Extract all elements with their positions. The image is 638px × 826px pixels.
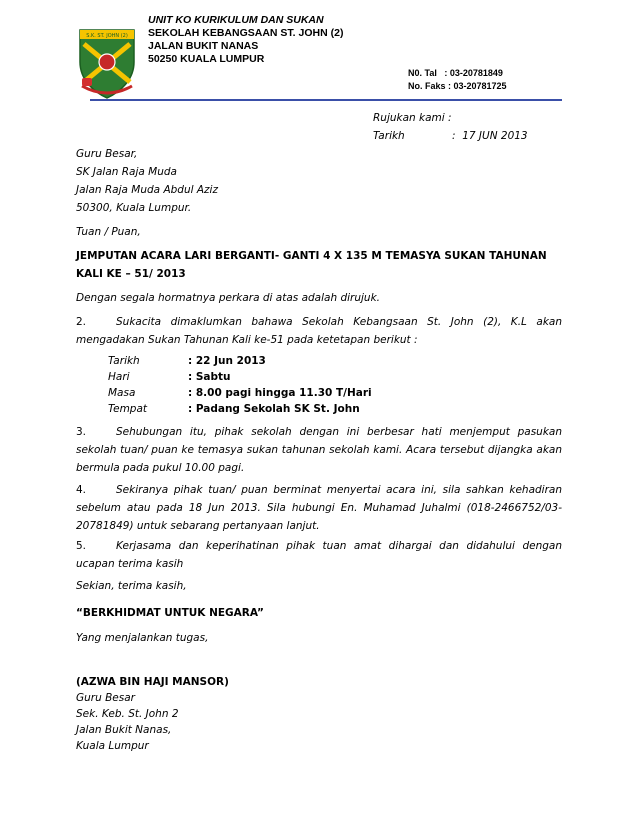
schedule-value: : Padang Sekolah SK St. John — [188, 403, 360, 415]
school-city: 50250 KUALA LUMPUR — [148, 53, 265, 65]
school-street: JALAN BUKIT NANAS — [148, 40, 259, 52]
crest-red-ribbon — [82, 78, 92, 86]
paragraph-text: Sukacita dimaklumkan bahawa Sekolah Kebangsaan St. John (2), K.L akan mengadakan Sukan Tahunan Kali ke-51 pada ketetapan berikut : — [76, 316, 562, 346]
paragraph-number: 4. — [76, 484, 87, 496]
signoff-line: Yang menjalankan tugas, — [76, 632, 209, 644]
header-divider — [90, 99, 562, 101]
recipient-line: Jalan Raja Muda Abdul Aziz — [76, 184, 218, 196]
date-label: Tarikh — [373, 130, 405, 142]
school-crest-logo — [76, 22, 138, 100]
letter-date: : 17 JUN 2013 — [452, 130, 528, 142]
signatory-address-line: Sek. Keb. St. John 2 — [76, 708, 179, 720]
signatory-title: Guru Besar — [76, 692, 135, 704]
subject-line: JEMPUTAN ACARA LARI BERGANTI- GANTI 4 X 135 M TEMASYA SUKAN TAHUNAN — [76, 250, 547, 262]
subject-line: KALI KE – 51/ 2013 — [76, 268, 186, 280]
schedule-value: : 8.00 pagi hingga 11.30 T/Hari — [188, 387, 372, 399]
schedule-label: Tarikh — [108, 355, 140, 367]
paragraph-number: 2. — [76, 316, 87, 328]
schedule-label: Tempat — [108, 403, 148, 415]
schedule-value: : 22 Jun 2013 — [188, 355, 266, 367]
schedule-value: : Sabtu — [188, 371, 231, 383]
schedule-row — [108, 385, 508, 401]
school-name: SEKOLAH KEBANGSAAN ST. JOHN (2) — [148, 27, 344, 39]
paragraph-text: Sehubungan itu, pihak sekolah dengan ini berbesar hati menjemput pasukan sekolah tuan/ puan ke temasya sukan tahunan sekolah kami. Acara tersebut dijangka akan bermula pada pukul 10.00 pagi. — [76, 426, 562, 474]
recipient-line: SK Jalan Raja Muda — [76, 166, 177, 178]
opening-line: Dengan segala hormatnya perkara di atas adalah dirujuk. — [76, 292, 381, 304]
telephone-number: N0. Tal : 03-20781849 — [408, 68, 503, 78]
paragraph-5 — [76, 537, 562, 573]
schedule-label: Hari — [108, 371, 130, 383]
closing-line: Sekian, terima kasih, — [76, 580, 187, 592]
paragraph-number: 5. — [76, 540, 87, 552]
paragraph-3 — [76, 423, 562, 477]
schedule-label: Masa — [108, 387, 136, 399]
unit-title: UNIT KO KURIKULUM DAN SUKAN — [148, 14, 324, 26]
paragraph-2 — [76, 313, 562, 349]
svg-text:S.K. ST. JOHN (2): S.K. ST. JOHN (2) — [86, 33, 128, 39]
paragraph-4 — [76, 481, 562, 535]
signatory-address-line: Kuala Lumpur — [76, 740, 149, 752]
schedule-row — [108, 369, 508, 385]
signatory-name: (AZWA BIN HAJI MANSOR) — [76, 676, 229, 688]
schedule-row — [108, 401, 508, 417]
recipient-line: Guru Besar, — [76, 148, 138, 160]
fax-number: No. Faks : 03-20781725 — [408, 81, 507, 91]
paragraph-text: Kerjasama dan keperihatinan pihak tuan amat dihargai dan didahului dengan ucapan terima kasih — [76, 540, 562, 570]
signatory-address-line: Jalan Bukit Nanas, — [76, 724, 172, 736]
motto: “BERKHIDMAT UNTUK NEGARA” — [76, 607, 264, 619]
salutation: Tuan / Puan, — [76, 226, 141, 238]
schedule-row — [108, 353, 508, 369]
reference-label: Rujukan kami : — [373, 112, 452, 124]
paragraph-number: 3. — [76, 426, 87, 438]
recipient-line: 50300, Kuala Lumpur. — [76, 202, 192, 214]
paragraph-text: Sekiranya pihak tuan/ puan berminat menyertai acara ini, sila sahkan kehadiran sebelum atau pada 18 Jun 2013. Sila hubungi En. Muhamad Juhalmi (018-2466752/03-20781849) untuk sebarang pertanyaan lanjut. — [76, 484, 562, 532]
